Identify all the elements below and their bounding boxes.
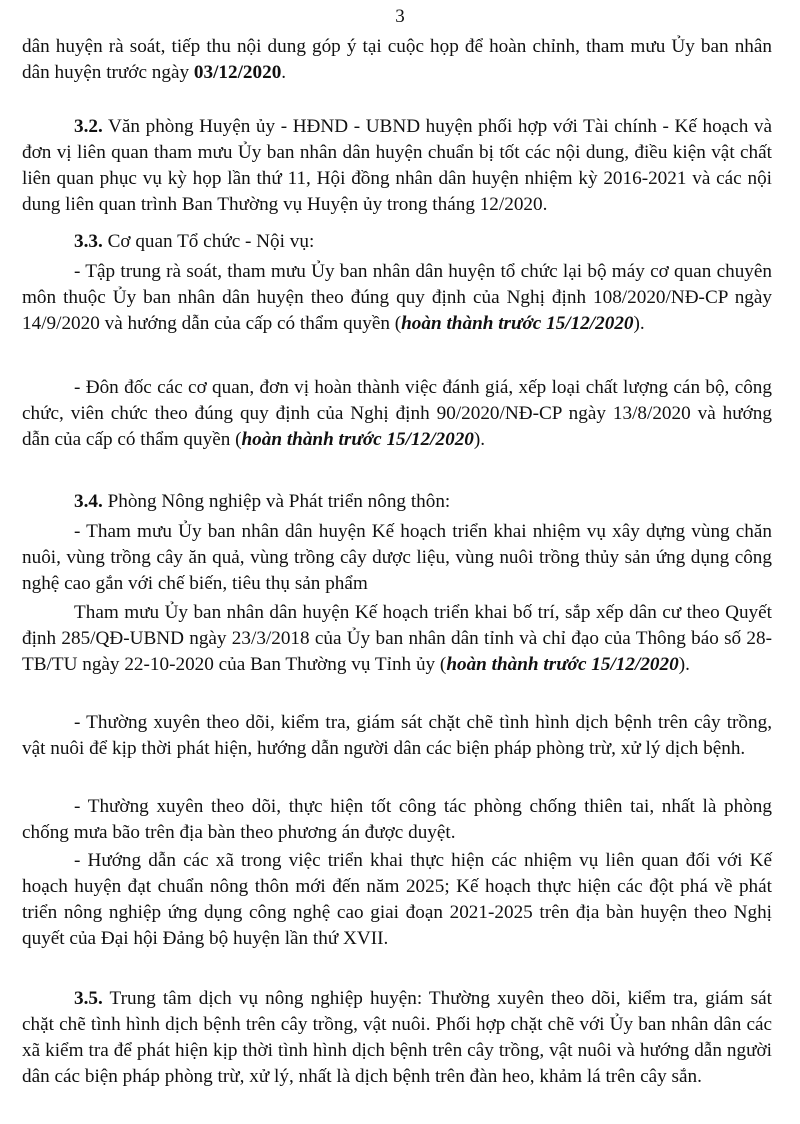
text-run: dân huyện rà soát, tiếp thu nội dung góp ý tại cuộc họp để hoàn chỉnh, tham mưu Ủy ban nhân dân huyện trước ngày	[22, 36, 772, 83]
paragraph-p8	[22, 710, 772, 762]
paragraph-p2	[22, 229, 772, 255]
paragraph-p5	[22, 489, 772, 515]
paragraph-p7	[22, 600, 772, 678]
text-run: 3.3.	[74, 231, 103, 252]
paragraph-p0	[22, 34, 772, 86]
text-run: ).	[633, 313, 645, 334]
paragraph-p9	[22, 794, 772, 846]
text-run: Phòng Nông nghiệp và Phát triển nông thôn:	[102, 491, 451, 512]
text-run: - Tập trung rà soát, tham mưu Ủy ban nhân dân huyện tổ chức lại bộ máy cơ quan chuyên môn thuộc Ủy ban nhân dân huyện theo đúng quy định của Nghị định 108/2020/NĐ-CP ngày 14/9/2020 và hướng dẫn của cấp có thẩm quyền (	[22, 261, 772, 334]
page-number: 3	[395, 6, 405, 27]
text-run: ).	[473, 429, 486, 450]
paragraph-p4	[22, 375, 772, 453]
text-run: Văn phòng Huyện ủy - HĐND - UBND huyện phối hợp với Tài chính - Kế hoạch và đơn vị liên quan tham mưu Ủy ban nhân dân huyện chuẩn bị tốt các nội dung, điều kiện vật chất liên quan phục vụ kỳ họp lần thứ 11, Hội đồng nhân dân huyện nhiệm kỳ 2016-2021 và các nội dung liên quan trình Ban Thường vụ Huyện ủy trong tháng 12/2020.	[22, 116, 772, 215]
paragraph-p1	[22, 114, 772, 218]
text-run: - Thường xuyên theo dõi, kiểm tra, giám sát chặt chẽ tình hình dịch bệnh trên cây trồng, vật nuôi để kịp thời phát hiện, hướng dẫn người dân các biện pháp phòng trừ, xử lý dịch bệnh.	[22, 712, 772, 759]
text-run: Tham mưu Ủy ban nhân dân huyện Kế hoạch triển khai bố trí, sắp xếp dân cư theo Quyết định 285/QĐ-UBND ngày 23/3/2018 của Ủy ban nhân dân tỉnh và chỉ đạo của Thông báo số 28-TB/TU ngày 22-10-2020 của Ban Thường vụ Tỉnh ủy (	[22, 602, 772, 675]
text-run: - Đôn đốc các cơ quan, đơn vị hoàn thành việc đánh giá, xếp loại chất lượng cán bộ, công chức, viên chức theo đúng quy định của Nghị định 90/2020/NĐ-CP ngày 13/8/2020 và hướng dẫn của cấp có thẩm quyền (	[22, 377, 772, 450]
text-run: hoàn thành trước 15/12/2020	[446, 654, 679, 675]
text-run: 3.2.	[74, 116, 103, 137]
text-run: ).	[678, 654, 690, 675]
paragraph-p11	[22, 986, 772, 1090]
paragraph-p3	[22, 259, 772, 337]
text-run: hoàn thành trước 15/12/2020	[241, 429, 474, 450]
text-run: - Thường xuyên theo dõi, thực hiện tốt công tác phòng chống thiên tai, nhất là phòng chống mưa bão trên địa bàn theo phương án được duyệt.	[22, 796, 772, 843]
text-run: Cơ quan Tổ chức - Nội vụ:	[102, 231, 315, 252]
text-run: - Hướng dẫn các xã trong việc triển khai thực hiện các nhiệm vụ liên quan đối với Kế hoạch huyện đạt chuẩn nông thôn mới đến năm 2025; Kế hoạch thực hiện các đột phá về phát triển nông nghiệp ứng dụng công nghệ cao giai đoạn 2021-2025 trên địa bàn huyện theo Nghị quyết của Đại hội Đảng bộ huyện lần thứ XVII.	[22, 850, 772, 949]
text-run: 3.5.	[74, 988, 103, 1009]
paragraph-p6	[22, 519, 772, 597]
text-run: .	[281, 62, 287, 83]
text-run: 03/12/2020	[193, 62, 282, 83]
text-run: 3.4.	[74, 491, 103, 512]
text-run: - Tham mưu Ủy ban nhân dân huyện Kế hoạch triển khai nhiệm vụ xây dựng vùng chăn nuôi, vùng trồng cây ăn quả, vùng trồng cây dược liệu, vùng nuôi trồng thủy sản ứng dụng công nghệ cao gắn với chế biến, tiêu thụ sản phẩm	[22, 521, 772, 594]
text-run: Trung tâm dịch vụ nông nghiệp huyện: Thường xuyên theo dõi, kiểm tra, giám sát chặt chẽ tình hình dịch bệnh trên cây trồng, vật nuôi. Phối hợp chặt chẽ với Ủy ban nhân dân các xã kiểm tra để phát hiện kịp thời tình hình dịch bệnh trên cây trồng, vật nuôi và hướng dẫn người dân các biện pháp phòng trừ, xử lý, nhất là dịch bệnh trên đàn heo, khảm lá trên cây sắn.	[22, 988, 772, 1087]
paragraph-p10	[22, 848, 772, 952]
text-run: hoàn thành trước 15/12/2020	[401, 313, 634, 334]
